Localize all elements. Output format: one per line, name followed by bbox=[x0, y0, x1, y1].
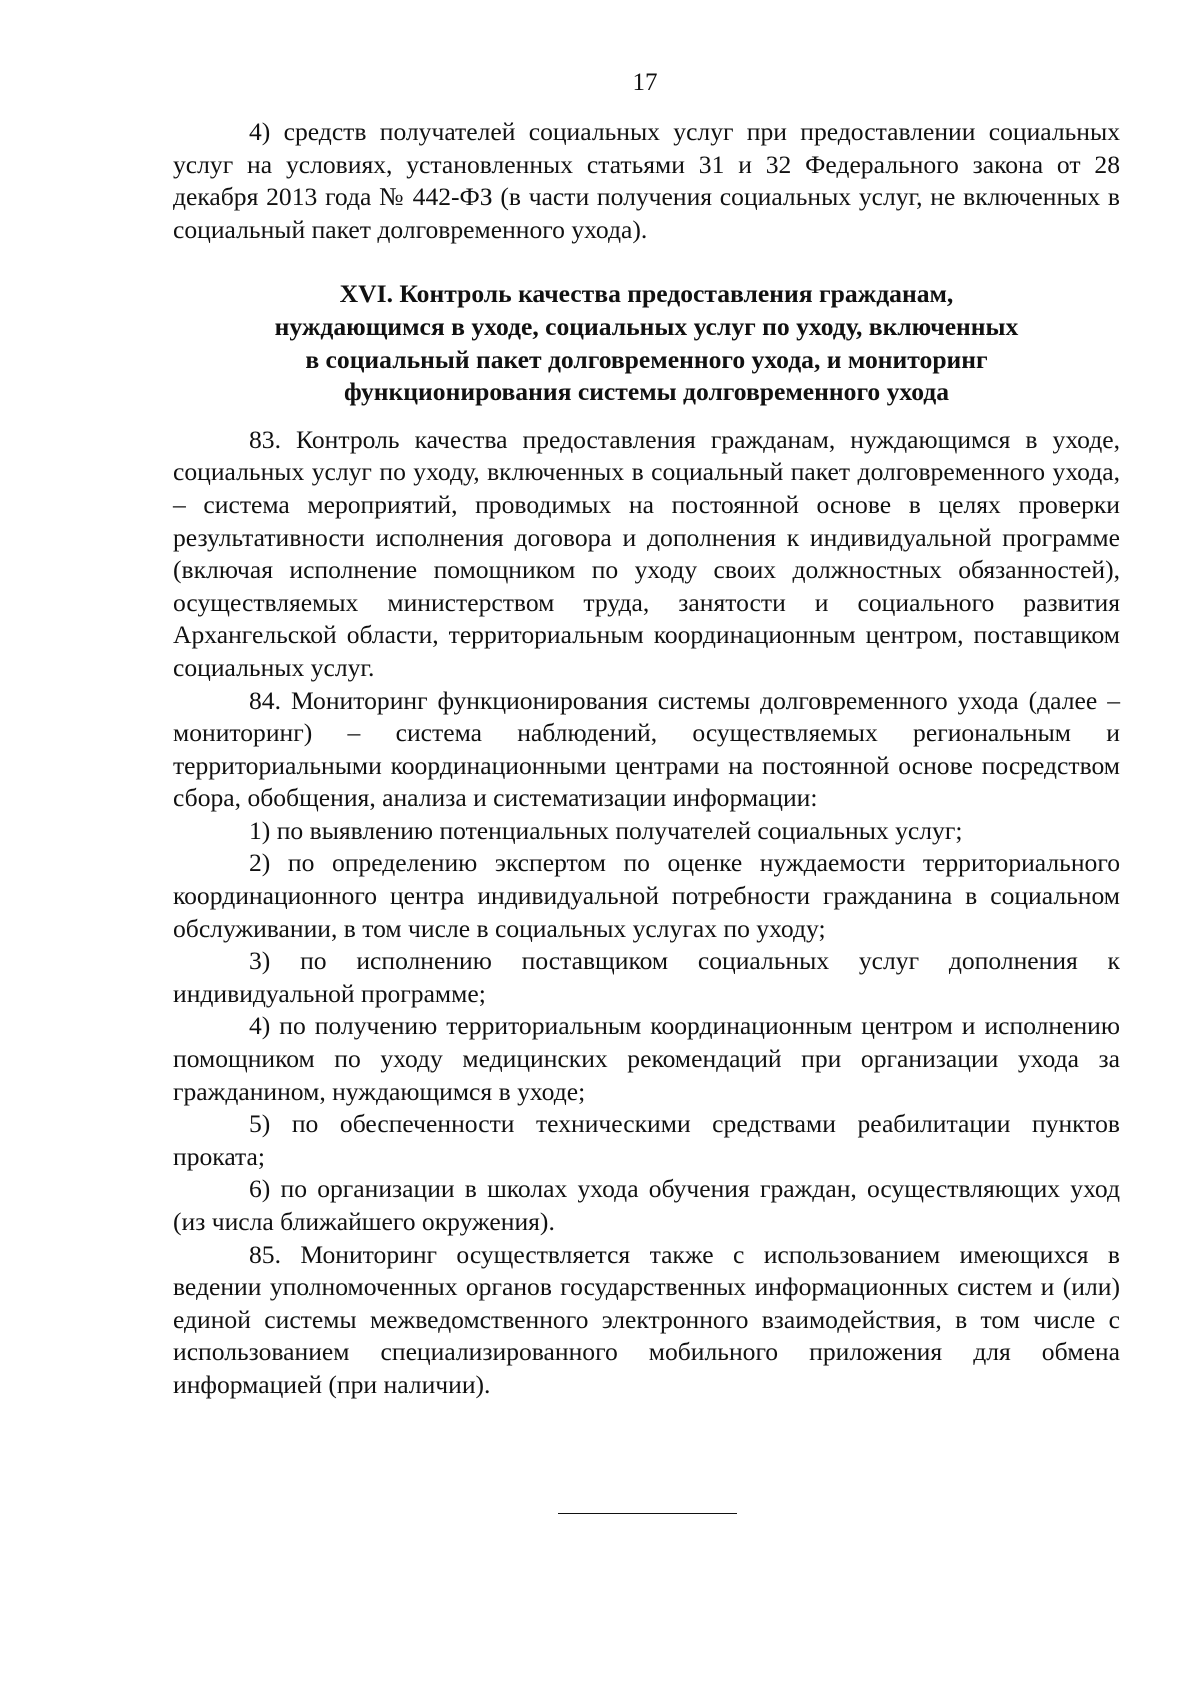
paragraph-84: 84. Мониторинг функционирования системы долговременного ухода (далее – мониторинг) – система наблюдений, осуществляемых региональным и территориальными координационными центрами на постоянной основе посредством сбора, обобщения, анализа и систематизации информации: bbox=[173, 685, 1120, 813]
paragraph-85: 85. Мониторинг осуществляется также с использованием имеющихся в ведении уполномоченных органов государственных информационных систем и (или) единой системы межведомственного электронного взаимодействия, в том числе с использованием специализированного мобильного приложения для обмена информацией (при наличии). bbox=[173, 1239, 1120, 1399]
list-item-1: 1) по выявлению потенциальных получателей социальных услуг; bbox=[249, 815, 963, 845]
page-number: 17 bbox=[632, 69, 658, 96]
end-of-document-rule bbox=[558, 1513, 737, 1514]
list-item-4: 4) по получению территориальным координационным центром и исполнению помощником по уходу медицинских рекомендаций при организации ухода за гражданином, нуждающимся в уходе; bbox=[173, 1011, 1120, 1106]
list-item-5: 5) по обеспеченности техническими средствами реабилитации пунктов проката; bbox=[173, 1109, 1120, 1171]
list-item-2: 2) по определению экспертом по оценке нуждаемости территориального координационного центра индивидуальной потребности гражданина в социальном обслуживании, в том числе в социальных услугах по уходу; bbox=[173, 848, 1120, 943]
section-title bbox=[173, 278, 1120, 408]
list-item-3: 3) по исполнению поставщиком социальных услуг дополнения к индивидуальной программе; bbox=[173, 946, 1120, 1008]
document-body bbox=[173, 116, 1120, 1402]
intro-paragraph: 4) средств получателей социальных услуг при предоставлении социальных услуг на условиях, установленных статьями 31 и 32 Федерального закона от 28 декабря 2013 года № 442-ФЗ (в части получения социальных услуг, не включенных в социальный пакет долговременного ухода). bbox=[173, 117, 1120, 244]
section-title-line: XVI. Контроль качества предоставления гражданам, bbox=[339, 279, 954, 309]
section-title-line: нуждающимся в уходе, социальных услуг по уходу, включенных bbox=[274, 311, 1019, 341]
paragraph-83: 83. Контроль качества предоставления гражданам, нуждающимся в уходе, социальных услуг по уходу, включенных в социальный пакет долговременного ухода, – система мероприятий, проводимых на постоянной основе в целях проверки результативности исполнения договора и дополнения к индивидуальной программе (включая исполнение помощником по уходу своих должностных обязанностей), осуществляемых министерством труда, занятости и социального развития Архангельской области, территориальным координационным центром, поставщиком социальных услуг. bbox=[173, 424, 1120, 682]
section-title-line: в социальный пакет долговременного ухода, и мониторинг bbox=[305, 344, 988, 374]
section-title-line: функционирования системы долговременного ухода bbox=[343, 377, 950, 407]
list-item-6: 6) по организации в школах ухода обучения граждан, осуществляющих уход (из числа ближайшего окружения). bbox=[173, 1174, 1120, 1236]
